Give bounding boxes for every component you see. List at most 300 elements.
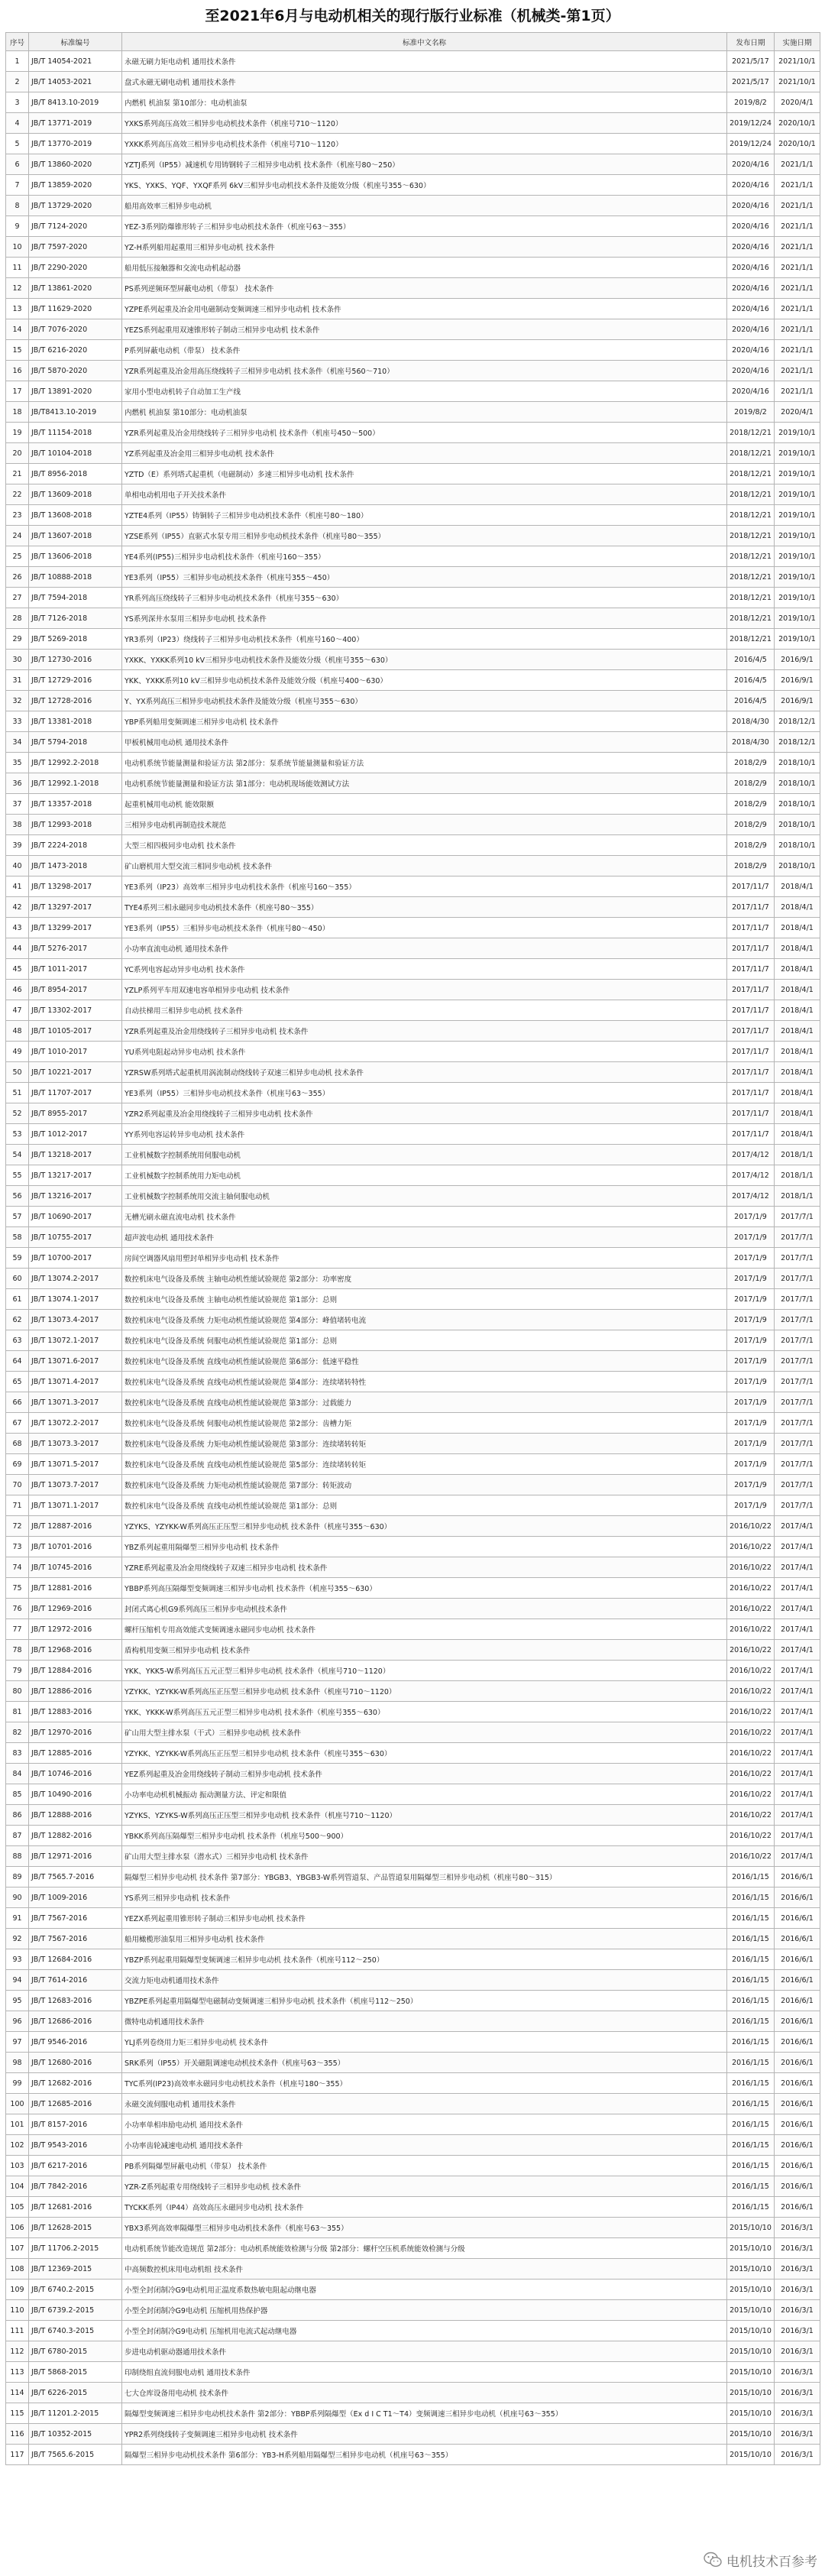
cell-publish-date: 2016/1/15	[727, 2156, 775, 2176]
cell-implement-date: 2016/6/1	[775, 2094, 820, 2114]
cell-number: 85	[6, 1784, 29, 1805]
cell-number: 72	[6, 1516, 29, 1537]
table-row	[6, 918, 820, 938]
cell-number: 109	[6, 2280, 29, 2300]
cell-number: 51	[6, 1083, 29, 1103]
cell-code: JB/T 12628-2015	[29, 2218, 122, 2238]
cell-code: JB/T 12684-2016	[29, 1949, 122, 1970]
table-row	[6, 2032, 820, 2053]
table-row	[6, 1248, 820, 1269]
cell-name: 无槽光刷永磁直流电动机 技术条件	[122, 1207, 727, 1227]
cell-name: 船用高效率三相异步电动机	[122, 196, 727, 216]
table-row	[6, 629, 820, 650]
cell-implement-date: 2018/4/1	[775, 1000, 820, 1021]
cell-number: 88	[6, 1846, 29, 1867]
cell-publish-date: 2017/1/9	[727, 1269, 775, 1289]
table-row	[6, 2238, 820, 2259]
cell-number: 107	[6, 2238, 29, 2259]
cell-number: 41	[6, 876, 29, 897]
cell-implement-date: 2016/6/1	[775, 2197, 820, 2218]
cell-name: 小功率直流电动机 通用技术条件	[122, 938, 727, 959]
cell-number: 113	[6, 2362, 29, 2383]
cell-code: JB/T 13891-2020	[29, 381, 122, 402]
cell-code: JB/T 10690-2017	[29, 1207, 122, 1227]
cell-code: JB/T 13357-2018	[29, 794, 122, 815]
cell-publish-date: 2018/4/30	[727, 732, 775, 753]
table-row	[6, 1702, 820, 1722]
cell-implement-date: 2016/6/1	[775, 1991, 820, 2011]
table-row	[6, 2341, 820, 2362]
table-row	[6, 505, 820, 526]
cell-number: 11	[6, 258, 29, 278]
cell-publish-date: 2016/1/15	[727, 1929, 775, 1949]
cell-publish-date: 2016/4/5	[727, 670, 775, 691]
cell-implement-date: 2016/3/1	[775, 2218, 820, 2238]
cell-implement-date: 2019/10/1	[775, 546, 820, 567]
cell-code: JB/T 6217-2016	[29, 2156, 122, 2176]
table-row	[6, 2156, 820, 2176]
table-row	[6, 1042, 820, 1062]
table-row	[6, 567, 820, 588]
cell-number: 19	[6, 423, 29, 443]
cell-publish-date: 2016/1/15	[727, 2197, 775, 2218]
cell-publish-date: 2017/1/9	[727, 1330, 775, 1351]
cell-implement-date: 2018/10/1	[775, 835, 820, 856]
cell-name: 电动机系统节能量测量和验证方法 第2部分：泵系统节能量测量和验证方法	[122, 753, 727, 773]
cell-implement-date: 2018/4/1	[775, 1083, 820, 1103]
cell-publish-date: 2017/11/7	[727, 959, 775, 980]
cell-publish-date: 2018/12/21	[727, 464, 775, 484]
cell-number: 106	[6, 2218, 29, 2238]
cell-publish-date: 2016/10/22	[727, 1681, 775, 1702]
cell-number: 98	[6, 2053, 29, 2073]
cell-publish-date: 2016/1/15	[727, 1991, 775, 2011]
cell-number: 53	[6, 1124, 29, 1145]
cell-number: 94	[6, 1970, 29, 1991]
cell-code: JB/T 1009-2016	[29, 1887, 122, 1908]
cell-code: JB/T 2224-2018	[29, 835, 122, 856]
cell-publish-date: 2018/12/21	[727, 629, 775, 650]
cell-name: 盘式永磁无刷电动机 通用技术条件	[122, 72, 727, 92]
cell-code: JB/T 7842-2016	[29, 2176, 122, 2197]
cell-publish-date: 2016/1/15	[727, 2011, 775, 2032]
cell-code: JB/T 11201.2-2015	[29, 2403, 122, 2424]
cell-code: JB/T 13729-2020	[29, 196, 122, 216]
cell-implement-date: 2018/12/1	[775, 732, 820, 753]
cell-name: 单相电动机用电子开关技术条件	[122, 484, 727, 505]
cell-code: JB/T 7594-2018	[29, 588, 122, 608]
cell-number: 32	[6, 691, 29, 711]
cell-code: JB/T 12971-2016	[29, 1846, 122, 1867]
cell-name: SRK系列（IP55）开关磁阻调速电动机技术条件（机座号63～355）	[122, 2053, 727, 2073]
cell-implement-date: 2016/6/1	[775, 2053, 820, 2073]
table-row	[6, 2280, 820, 2300]
cell-code: JB/T 8413.10-2019	[29, 92, 122, 113]
cell-number: 56	[6, 1186, 29, 1207]
cell-code: JB/T 14054-2021	[29, 51, 122, 72]
cell-code: JB/T 12728-2016	[29, 691, 122, 711]
table-row	[6, 1681, 820, 1702]
cell-implement-date: 2018/10/1	[775, 773, 820, 794]
cell-code: JB/T 8956-2018	[29, 464, 122, 484]
cell-code: JB/T 13071.5-2017	[29, 1454, 122, 1475]
cell-name: 隔爆型变频调速三相异步电动机技术条件 第2部分：YBBP系列隔爆型（Ex d I C T1～T4）变频调速三相异步电动机（机座号63～355）	[122, 2403, 727, 2424]
cell-number: 59	[6, 1248, 29, 1269]
cell-number: 57	[6, 1207, 29, 1227]
cell-number: 30	[6, 650, 29, 670]
table-row	[6, 794, 820, 815]
cell-implement-date: 2016/9/1	[775, 691, 820, 711]
cell-name: 矿山用大型主排水泵（潜水式）三相异步电动机 技术条件	[122, 1846, 727, 1867]
cell-code: JB/T 13607-2018	[29, 526, 122, 546]
cell-code: JB/T 13771-2019	[29, 113, 122, 134]
cell-code: JB/T 12992.2-2018	[29, 753, 122, 773]
cell-implement-date: 2020/4/1	[775, 402, 820, 423]
cell-publish-date: 2020/4/16	[727, 196, 775, 216]
cell-publish-date: 2019/8/2	[727, 402, 775, 423]
cell-code: JB/T 12730-2016	[29, 650, 122, 670]
table-row	[6, 423, 820, 443]
cell-publish-date: 2017/11/7	[727, 918, 775, 938]
cell-number: 49	[6, 1042, 29, 1062]
cell-publish-date: 2018/12/21	[727, 588, 775, 608]
cell-code: JB/T 7124-2020	[29, 216, 122, 237]
cell-implement-date: 2021/1/1	[775, 216, 820, 237]
cell-code: JB/T 12969-2016	[29, 1599, 122, 1619]
table-row	[6, 897, 820, 918]
cell-implement-date: 2016/9/1	[775, 670, 820, 691]
table-row	[6, 237, 820, 258]
cell-implement-date: 2018/4/1	[775, 938, 820, 959]
cell-number: 42	[6, 897, 29, 918]
cell-code: JB/T 10888-2018	[29, 567, 122, 588]
cell-number: 39	[6, 835, 29, 856]
cell-code: JB/T 6739.2-2015	[29, 2300, 122, 2321]
cell-implement-date: 2019/10/1	[775, 505, 820, 526]
cell-implement-date: 2016/6/1	[775, 2114, 820, 2135]
cell-name: YS系列三相异步电动机 技术条件	[122, 1887, 727, 1908]
cell-name: YZYKK、YZYKK-W系列高压正压型三相异步电动机 技术条件（机座号710～1120）	[122, 1681, 727, 1702]
cell-publish-date: 2015/10/10	[727, 2259, 775, 2280]
cell-publish-date: 2017/4/12	[727, 1145, 775, 1165]
cell-name: 起重机械用电动机 能效限额	[122, 794, 727, 815]
cell-code: JB/T 9543-2016	[29, 2135, 122, 2156]
cell-number: 15	[6, 340, 29, 361]
cell-number: 78	[6, 1640, 29, 1661]
cell-name: 微特电动机通用技术条件	[122, 2011, 727, 2032]
cell-implement-date: 2018/4/1	[775, 1103, 820, 1124]
cell-code: JB/T 9546-2016	[29, 2032, 122, 2053]
table-row	[6, 1021, 820, 1042]
cell-number: 54	[6, 1145, 29, 1165]
cell-publish-date: 2015/10/10	[727, 2321, 775, 2341]
cell-implement-date: 2018/4/1	[775, 897, 820, 918]
cell-publish-date: 2016/1/15	[727, 1867, 775, 1887]
table-row	[6, 2403, 820, 2424]
cell-name: YBZP系列起重用隔爆型变频调速三相异步电动机 技术条件（机座号112～250）	[122, 1949, 727, 1970]
cell-code: JB/T 13770-2019	[29, 134, 122, 154]
cell-name: YZ系列起重及冶金用三相异步电动机 技术条件	[122, 443, 727, 464]
table-row	[6, 1908, 820, 1929]
cell-publish-date: 2020/4/16	[727, 237, 775, 258]
table-row	[6, 1846, 820, 1867]
cell-publish-date: 2016/1/15	[727, 2135, 775, 2156]
table-row	[6, 2362, 820, 2383]
cell-code: JB/T 13072.1-2017	[29, 1330, 122, 1351]
cell-code: JB/T 13071.1-2017	[29, 1495, 122, 1516]
cell-code: JB/T 7567-2016	[29, 1908, 122, 1929]
cell-name: 矿山磨机用大型交流三相同步电动机 技术条件	[122, 856, 727, 876]
cell-number: 55	[6, 1165, 29, 1186]
cell-publish-date: 2018/12/21	[727, 546, 775, 567]
table-row	[6, 2321, 820, 2341]
cell-publish-date: 2016/1/15	[727, 2053, 775, 2073]
table-row	[6, 546, 820, 567]
cell-name: YLJ系列卷绕用力矩三相异步电动机 技术条件	[122, 2032, 727, 2053]
table-row	[6, 1970, 820, 1991]
table-row	[6, 1475, 820, 1495]
cell-publish-date: 2017/1/9	[727, 1310, 775, 1330]
cell-name: YS系列深井水泵用三相异步电动机 技术条件	[122, 608, 727, 629]
table-row	[6, 876, 820, 897]
cell-implement-date: 2016/6/1	[775, 2176, 820, 2197]
cell-implement-date: 2017/4/1	[775, 1681, 820, 1702]
cell-code: JB/T 8157-2016	[29, 2114, 122, 2135]
cell-name: YKK、YXKK系列10 kV三相异步电动机技术条件及能效分级（机座号400～630）	[122, 670, 727, 691]
cell-name: PB系列隔爆型屏蔽电动机（带泵） 技术条件	[122, 2156, 727, 2176]
cell-publish-date: 2017/4/12	[727, 1186, 775, 1207]
cell-name: YZPE系列起重及冶金用电磁制动变频调速三相异步电动机 技术条件	[122, 299, 727, 319]
table-row	[6, 1330, 820, 1351]
cell-number: 63	[6, 1330, 29, 1351]
cell-number: 17	[6, 381, 29, 402]
cell-code: JB/T 13218-2017	[29, 1145, 122, 1165]
cell-code: JB/T 13861-2020	[29, 278, 122, 299]
cell-name: YKK、YKK5-W系列高压五元正型三相异步电动机 技术条件（机座号710～1120）	[122, 1661, 727, 1681]
cell-publish-date: 2020/4/16	[727, 216, 775, 237]
cell-number: 37	[6, 794, 29, 815]
cell-implement-date: 2019/10/1	[775, 567, 820, 588]
cell-number: 31	[6, 670, 29, 691]
cell-name: YR系列高压绕线转子三相异步电动机技术条件（机座号355～630）	[122, 588, 727, 608]
cell-name: YEZS系列起重用双速锥形转子制动三相异步电动机 技术条件	[122, 319, 727, 340]
cell-code: JB/T 14053-2021	[29, 72, 122, 92]
table-row	[6, 113, 820, 134]
cell-code: JB/T 12970-2016	[29, 1722, 122, 1743]
cell-number: 45	[6, 959, 29, 980]
cell-number: 103	[6, 2156, 29, 2176]
cell-publish-date: 2017/11/7	[727, 1021, 775, 1042]
table-row	[6, 1887, 820, 1908]
cell-name: 数控机床电气设备及系统 伺服电动机性能试验规范 第2部分：齿槽力矩	[122, 1413, 727, 1434]
cell-code: JB/T 7567-2016	[29, 1929, 122, 1949]
cell-name: YEZX系列起重用锥形转子制动三相异步电动机 技术条件	[122, 1908, 727, 1929]
cell-number: 29	[6, 629, 29, 650]
cell-number: 28	[6, 608, 29, 629]
cell-number: 27	[6, 588, 29, 608]
cell-code: JB/T 7565.6-2015	[29, 2445, 122, 2465]
cell-number: 75	[6, 1578, 29, 1599]
cell-implement-date: 2019/10/1	[775, 588, 820, 608]
cell-name: YZR系列起重及冶金用绕线转子三相异步电动机 技术条件（机座号450～500）	[122, 423, 727, 443]
cell-code: JB/T 10221-2017	[29, 1062, 122, 1083]
cell-publish-date: 2015/10/10	[727, 2218, 775, 2238]
cell-publish-date: 2020/4/16	[727, 361, 775, 381]
cell-code: JB/T 12881-2016	[29, 1578, 122, 1599]
cell-code: JB/T 8955-2017	[29, 1103, 122, 1124]
cell-number: 117	[6, 2445, 29, 2465]
cell-publish-date: 2017/11/7	[727, 1042, 775, 1062]
cell-publish-date: 2017/11/7	[727, 1103, 775, 1124]
cell-publish-date: 2017/1/9	[727, 1434, 775, 1454]
cell-implement-date: 2016/3/1	[775, 2259, 820, 2280]
cell-implement-date: 2017/4/1	[775, 1764, 820, 1784]
cell-publish-date: 2020/4/16	[727, 278, 775, 299]
table-row	[6, 2383, 820, 2403]
cell-publish-date: 2017/1/9	[727, 1475, 775, 1495]
table-row	[6, 1392, 820, 1413]
cell-number: 8	[6, 196, 29, 216]
cell-name: 数控机床电气设备及系统 直线电动机性能试验规范 第1部分：总则	[122, 1495, 727, 1516]
table-row	[6, 2176, 820, 2197]
cell-publish-date: 2017/1/9	[727, 1495, 775, 1516]
cell-name: YZR系列起重及冶金用绕线转子三相异步电动机 技术条件	[122, 1021, 727, 1042]
cell-name: YU系列电阻起动异步电动机 技术条件	[122, 1042, 727, 1062]
cell-code: JB/T 12685-2016	[29, 2094, 122, 2114]
cell-name: 封闭式离心机G9系列高压三相异步电动机技术条件	[122, 1599, 727, 1619]
cell-number: 79	[6, 1661, 29, 1681]
cell-name: 内燃机 机油泵 第10部分：电动机油泵	[122, 92, 727, 113]
table-row	[6, 1991, 820, 2011]
cell-code: JB/T 10352-2015	[29, 2424, 122, 2445]
table-row	[6, 2094, 820, 2114]
table-row	[6, 1826, 820, 1846]
cell-number: 60	[6, 1269, 29, 1289]
cell-code: JB/T 13217-2017	[29, 1165, 122, 1186]
cell-implement-date: 2019/10/1	[775, 423, 820, 443]
cell-publish-date: 2015/10/10	[727, 2403, 775, 2424]
cell-implement-date: 2016/3/1	[775, 2424, 820, 2445]
cell-name: 交流力矩电动机通用技术条件	[122, 1970, 727, 1991]
cell-code: JB/T 5794-2018	[29, 732, 122, 753]
cell-code: JB/T 1473-2018	[29, 856, 122, 876]
cell-publish-date: 2020/4/16	[727, 154, 775, 175]
cell-implement-date: 2017/4/1	[775, 1846, 820, 1867]
cell-name: 工业机械数字控制系统用力矩电动机	[122, 1165, 727, 1186]
cell-number: 114	[6, 2383, 29, 2403]
cell-implement-date: 2018/4/1	[775, 980, 820, 1000]
cell-name: YPR2系列绕线转子变频调速三相异步电动机 技术条件	[122, 2424, 727, 2445]
table-row	[6, 258, 820, 278]
cell-name: 永磁无刷力矩电动机 通用技术条件	[122, 51, 727, 72]
cell-publish-date: 2017/11/7	[727, 1124, 775, 1145]
cell-name: YZYKK、YZYKK-W系列高压正压型三相异步电动机 技术条件（机座号355～630）	[122, 1743, 727, 1764]
cell-name: PS系列逆频环型屏蔽电动机（带泵） 技术条件	[122, 278, 727, 299]
cell-implement-date: 2018/4/1	[775, 1042, 820, 1062]
cell-number: 9	[6, 216, 29, 237]
table-row	[6, 1165, 820, 1186]
table-row	[6, 484, 820, 505]
cell-implement-date: 2021/1/1	[775, 196, 820, 216]
table-row	[6, 2114, 820, 2135]
cell-name: YXKK、YXKK系列10 kV三相异步电动机技术条件及能效分级（机座号355～630）	[122, 650, 727, 670]
cell-code: JB/T 12993-2018	[29, 815, 122, 835]
cell-implement-date: 2018/12/1	[775, 711, 820, 732]
cell-name: 数控机床电气设备及系统 主轴电动机性能试验规范 第1部分：总则	[122, 1289, 727, 1310]
cell-publish-date: 2016/10/22	[727, 1516, 775, 1537]
cell-number: 110	[6, 2300, 29, 2321]
cell-implement-date: 2016/6/1	[775, 2073, 820, 2094]
cell-name: YE4系列(IP55)三相异步电动机技术条件（机座号160～355）	[122, 546, 727, 567]
cell-publish-date: 2017/11/7	[727, 1062, 775, 1083]
cell-name: 小型全封闭制冷G9电动机 压缩机用电流式起动继电器	[122, 2321, 727, 2341]
cell-code: JB/T 12686-2016	[29, 2011, 122, 2032]
cell-name: P系列屏蔽电动机（带泵） 技术条件	[122, 340, 727, 361]
cell-name: 自动扶梯用三相异步电动机 技术条件	[122, 1000, 727, 1021]
cell-name: YZTD（E）系列塔式起重机（电磁制动）多速三相异步电动机 技术条件	[122, 464, 727, 484]
cell-name: TYC系列(IP23)高效率永磁同步电动机技术条件（机座号180～355）	[122, 2073, 727, 2094]
cell-number: 1	[6, 51, 29, 72]
cell-name: YEZ-3系列防爆锥形转子三相异步电动机技术条件（机座号63～355）	[122, 216, 727, 237]
cell-publish-date: 2016/10/22	[727, 1661, 775, 1681]
cell-implement-date: 2017/7/1	[775, 1454, 820, 1475]
table-row	[6, 1599, 820, 1619]
cell-code: JB/T 6226-2015	[29, 2383, 122, 2403]
cell-publish-date: 2017/11/7	[727, 897, 775, 918]
cell-publish-date: 2020/4/16	[727, 319, 775, 340]
cell-name: YBKK系列高压隔爆型三相异步电动机 技术条件（机座号500～900）	[122, 1826, 727, 1846]
cell-code: JB/T 13071.4-2017	[29, 1372, 122, 1392]
header-implement-date: 实施日期	[775, 33, 820, 51]
cell-code: JB/T 13302-2017	[29, 1000, 122, 1021]
cell-name: 工业机械数字控制系统用伺服电动机	[122, 1145, 727, 1165]
cell-implement-date: 2021/1/1	[775, 278, 820, 299]
cell-code: JB/T 6740.3-2015	[29, 2321, 122, 2341]
cell-name: YZTE4系列（IP55）铸铜转子三相异步电动机技术条件（机座号80～180）	[122, 505, 727, 526]
table-row	[6, 381, 820, 402]
cell-implement-date: 2018/1/1	[775, 1186, 820, 1207]
cell-code: JB/T 11154-2018	[29, 423, 122, 443]
cell-implement-date: 2020/10/1	[775, 113, 820, 134]
cell-name: YR3系列（IP23）绕线转子三相异步电动机技术条件（机座号160～400）	[122, 629, 727, 650]
cell-name: 数控机床电气设备及系统 直线电动机性能试验规范 第6部分：低速平稳性	[122, 1351, 727, 1372]
cell-code: JB/T 13072.2-2017	[29, 1413, 122, 1434]
cell-number: 34	[6, 732, 29, 753]
table-header	[6, 33, 820, 51]
cell-implement-date: 2017/7/1	[775, 1495, 820, 1516]
cell-name: 数控机床电气设备及系统 力矩电动机性能试验规范 第4部分：峰值堵转电流	[122, 1310, 727, 1330]
cell-number: 83	[6, 1743, 29, 1764]
cell-publish-date: 2016/10/22	[727, 1722, 775, 1743]
cell-implement-date: 2017/7/1	[775, 1351, 820, 1372]
cell-publish-date: 2016/4/5	[727, 650, 775, 670]
cell-number: 44	[6, 938, 29, 959]
table-row	[6, 2424, 820, 2445]
table-row	[6, 2197, 820, 2218]
cell-implement-date: 2018/1/1	[775, 1165, 820, 1186]
cell-name: 三相异步电动机再制造技术规范	[122, 815, 727, 835]
table-row	[6, 1805, 820, 1826]
cell-code: JB/T 13071.6-2017	[29, 1351, 122, 1372]
cell-code: JB/T 12885-2016	[29, 1743, 122, 1764]
cell-implement-date: 2019/10/1	[775, 464, 820, 484]
cell-code: JB/T 6740.2-2015	[29, 2280, 122, 2300]
watermark	[704, 2550, 817, 2570]
table-row	[6, 835, 820, 856]
cell-publish-date: 2018/2/9	[727, 815, 775, 835]
cell-number: 3	[6, 92, 29, 113]
cell-implement-date: 2017/4/1	[775, 1826, 820, 1846]
